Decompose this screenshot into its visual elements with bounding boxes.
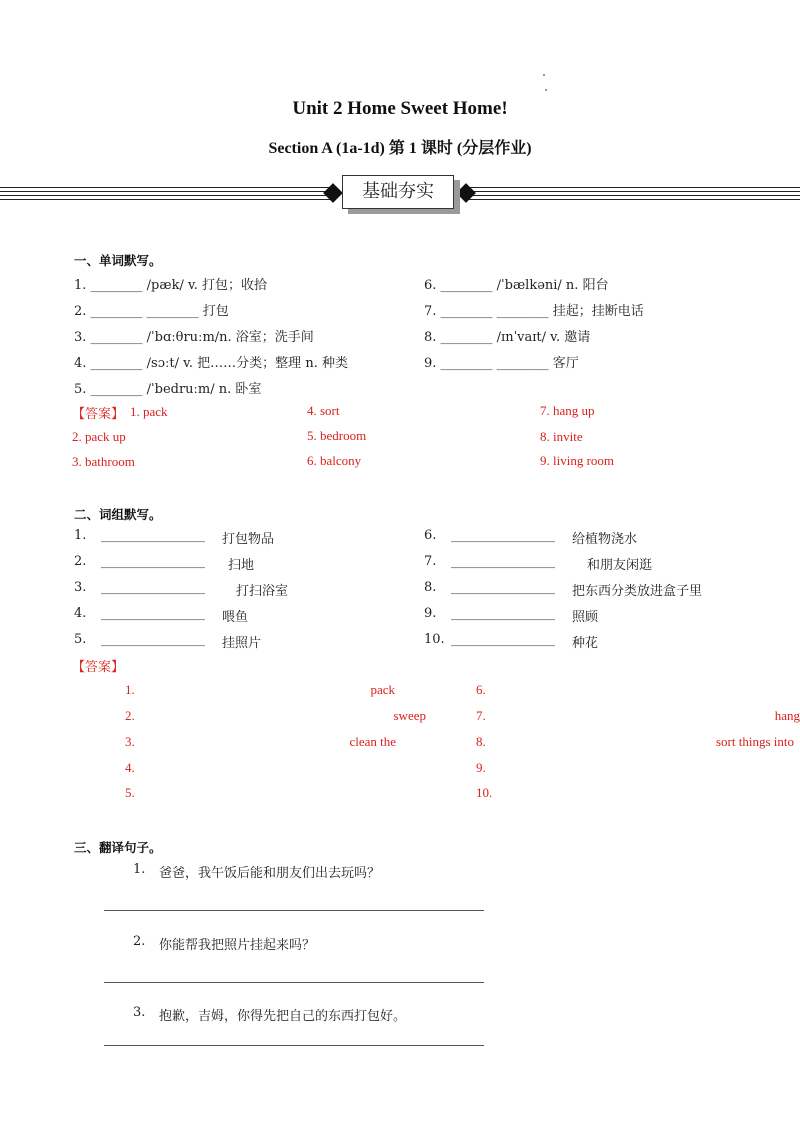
- answer-num: 1.: [125, 682, 135, 697]
- word-item: 3. ________ /ˈbɑːθruːm/n. 浴室；洗手间: [74, 330, 314, 345]
- answer-num: 9.: [476, 760, 486, 775]
- decor-dot: [543, 74, 545, 76]
- answer-num: 5.: [125, 785, 135, 800]
- answer-item: clean the: [349, 734, 396, 749]
- answer-item: sweep: [393, 708, 426, 723]
- answer-num: 6.: [476, 682, 486, 697]
- section2-heading: 二、词组默写。: [74, 507, 162, 522]
- word-item: 7. ________ ________ 挂起；挂断电话: [424, 304, 644, 319]
- answer-item: 9. living room: [540, 453, 615, 468]
- answer-item: hang: [774, 708, 800, 723]
- word-item: 1. ________ /pæk/ v. 打包；收拾: [74, 278, 268, 293]
- section3-heading: 三、翻译句子。: [74, 840, 162, 855]
- answer-item: 2. pack up: [72, 429, 126, 444]
- page-title: Unit 2 Home Sweet Home!: [292, 98, 508, 119]
- answer-num: 3.: [125, 734, 135, 749]
- answer-line: [104, 910, 484, 911]
- word-item: 5. ________ /ˈbedruːm/ n. 卧室: [74, 382, 262, 397]
- answer-item: 3. bathroom: [72, 454, 135, 469]
- answer-num: 2.: [125, 708, 135, 723]
- word-item: 6. ________ /ˈbælkəni/ n. 阳台: [424, 278, 609, 293]
- answer-item: 7. hang up: [540, 403, 595, 418]
- answer-item: 8. invite: [540, 429, 583, 444]
- answer-tag: 【答案】: [72, 660, 125, 675]
- page-subtitle: Section A (1a-1d) 第 1 课时 (分层作业): [268, 140, 532, 157]
- section1-heading: 一、单词默写。: [74, 253, 162, 268]
- answer-item: 6. balcony: [307, 453, 362, 468]
- answer-num: 7.: [476, 708, 486, 723]
- answer-line: [104, 1045, 484, 1046]
- word-item: 4. ________ /sɔːt/ v. 把……分类；整理 n. 种类: [74, 356, 348, 371]
- answer-item: 5. bedroom: [307, 428, 367, 443]
- answer-item: 4. sort: [307, 403, 340, 418]
- word-item: 2. ________ ________ 打包: [74, 304, 229, 319]
- word-item: 9. ________ ________ 客厅: [424, 356, 579, 371]
- decor-dot: [545, 89, 547, 91]
- answer-num: 10.: [476, 785, 493, 800]
- answer-item: sort things into: [715, 734, 794, 749]
- banner-label: 基础夯实: [342, 175, 454, 209]
- word-item: 8. ________ /ɪnˈvaɪt/ v. 邀请: [424, 330, 591, 345]
- answer-line: [104, 982, 484, 983]
- answer-num: 4.: [125, 760, 135, 775]
- answer-num: 8.: [476, 734, 486, 749]
- answer-tag: 【答案】: [72, 407, 125, 422]
- answer-item: 1. pack: [130, 404, 168, 419]
- answer-item: pack: [370, 682, 395, 697]
